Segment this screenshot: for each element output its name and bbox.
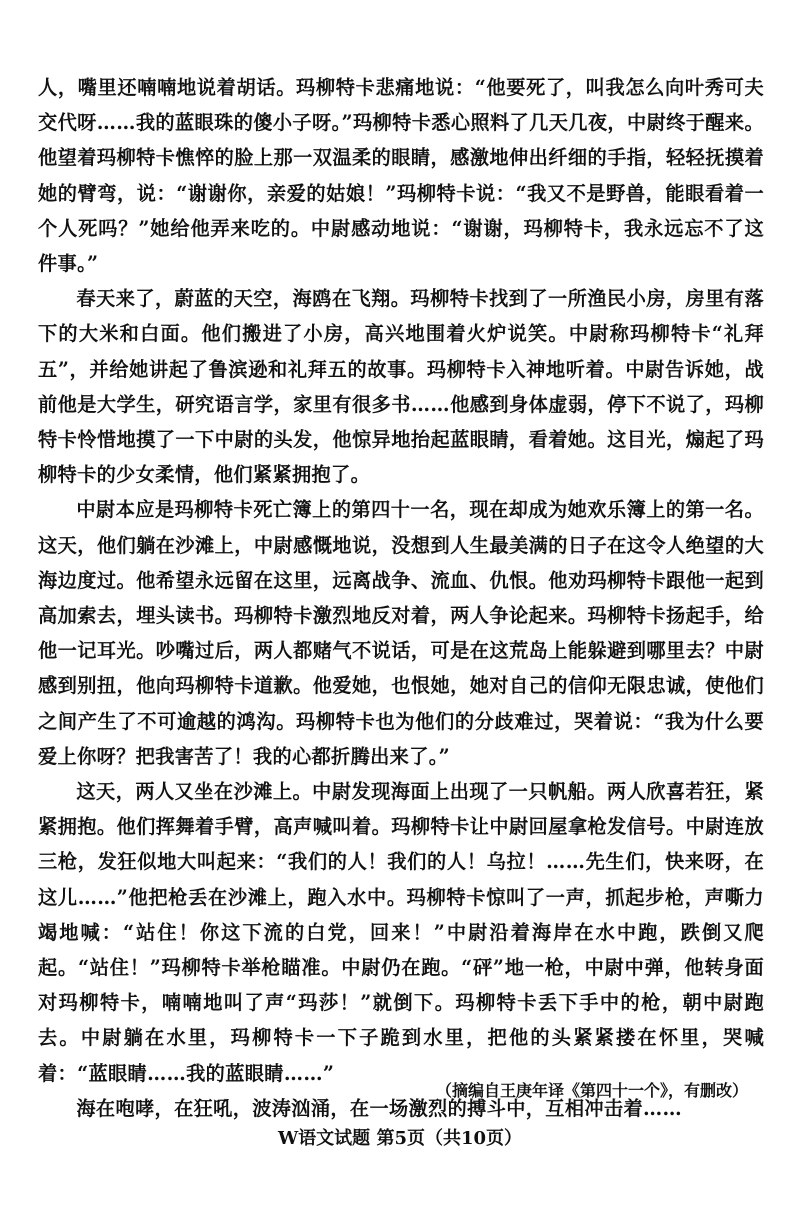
paragraph-3: 中尉本应是玛柳特卡死亡簿上的第四十一名，现在却成为她欢乐簿上的第一名。这天，他们躺在沙滩上，中尉感慨地说，没想到人生最美满的日子在这令人绝望的大海边度过。他希望永远留在这里，远离战争、流血、仇恨。他劝玛柳特卡跟他一起到高加索去，埋头读书。玛柳特卡激烈地反对着，两人争论起来。玛柳特卡扬起手，给他一记耳光。吵嘴过后，两人都赌气不说话，可是在这荒岛上能躲避到哪里去？中尉感到别扭，他向玛柳特卡道歉。他爱她，也恨她，她对自己的信仰无限忠诚，使他们之间产生了不可逾越的鸿沟。玛柳特卡也为他们的分歧难过，哭着说：“我为什么要爱上你呀？把我害苦了！我的心都折腾出来了。” [38,498,764,768]
paragraph-2: 春天来了，蔚蓝的天空，海鸥在飞翔。玛柳特卡找到了一所渔民小房，房里有落下的大米和白面。他们搬进了小房，高兴地围着火炉说笑。中尉称玛柳特卡“礼拜五”，并给她讲起了鲁滨逊和礼拜五的故事。玛柳特卡入神地听着。中尉告诉她，战前他是大学生，研究语言学，家里有很多书……他感到身体虚弱，停下不说了，玛柳特卡怜惜地摸了一下中尉的头发，他惊异地抬起蓝眼睛，看着她。这目光，煽起了玛柳特卡的少女柔情，他们紧紧拥抱了。 [38,287,764,487]
passage-body [38,70,764,1126]
page-footer: W语文试题 第5页（共10页） [277,1128,523,1149]
paragraph-5: 海在咆哮，在狂吼，波涛汹涌，在一场激烈的搏斗中，互相冲击着…… [76,1096,683,1120]
paragraph-1: 人，嘴里还喃喃地说着胡话。玛柳特卡悲痛地说：“他要死了，叫我怎么向叶秀可夫交代呀……我的蓝眼珠的傻小子呀。”玛柳特卡悉心照料了几天几夜，中尉终于醒来。他望着玛柳特卡憔悴的脸上那一双温柔的眼睛，感激地伸出纤细的手指，轻轻抚摸着她的臂弯，说：“谢谢你，亲爱的姑娘！”玛柳特卡说：“我又不是野兽，能眼看着一个人死吗？”她给他弄来吃的。中尉感动地说：“谢谢，玛柳特卡，我永远忘不了这件事。” [38,76,764,276]
source-note: （摘编自王庚年译《第四十一个》，有删改） [435,1081,748,1100]
paragraph-4: 这天，两人又坐在沙滩上。中尉发现海面上出现了一只帆船。两人欣喜若狂，紧紧拥抱。他们挥舞着手臂，高声喊叫着。玛柳特卡让中尉回屋拿枪发信号。中尉连放三枪，发狂似地大叫起来：“我们的人！我们的人！乌拉！……先生们，快来呀，在这儿……”他把枪丢在沙滩上，跑入水中。玛柳特卡惊叫了一声，抓起步枪，声嘶力竭地喊：“站住！你这下流的白党，回来！”中尉沿着海岸在水中跑，跌倒又爬起。“站住！”玛柳特卡举枪瞄准。中尉仍在跑。“砰”地一枪，中尉中弹，他转身面对玛柳特卡，喃喃地叫了声“玛莎！”就倒下。玛柳特卡丢下手中的枪，朝中尉跑去。中尉躺在水里，玛柳特卡一下子跪到水里，把他的头紧紧搂在怀里，哭喊着：“蓝眼睛……我的蓝眼睛……” [38,780,764,1085]
